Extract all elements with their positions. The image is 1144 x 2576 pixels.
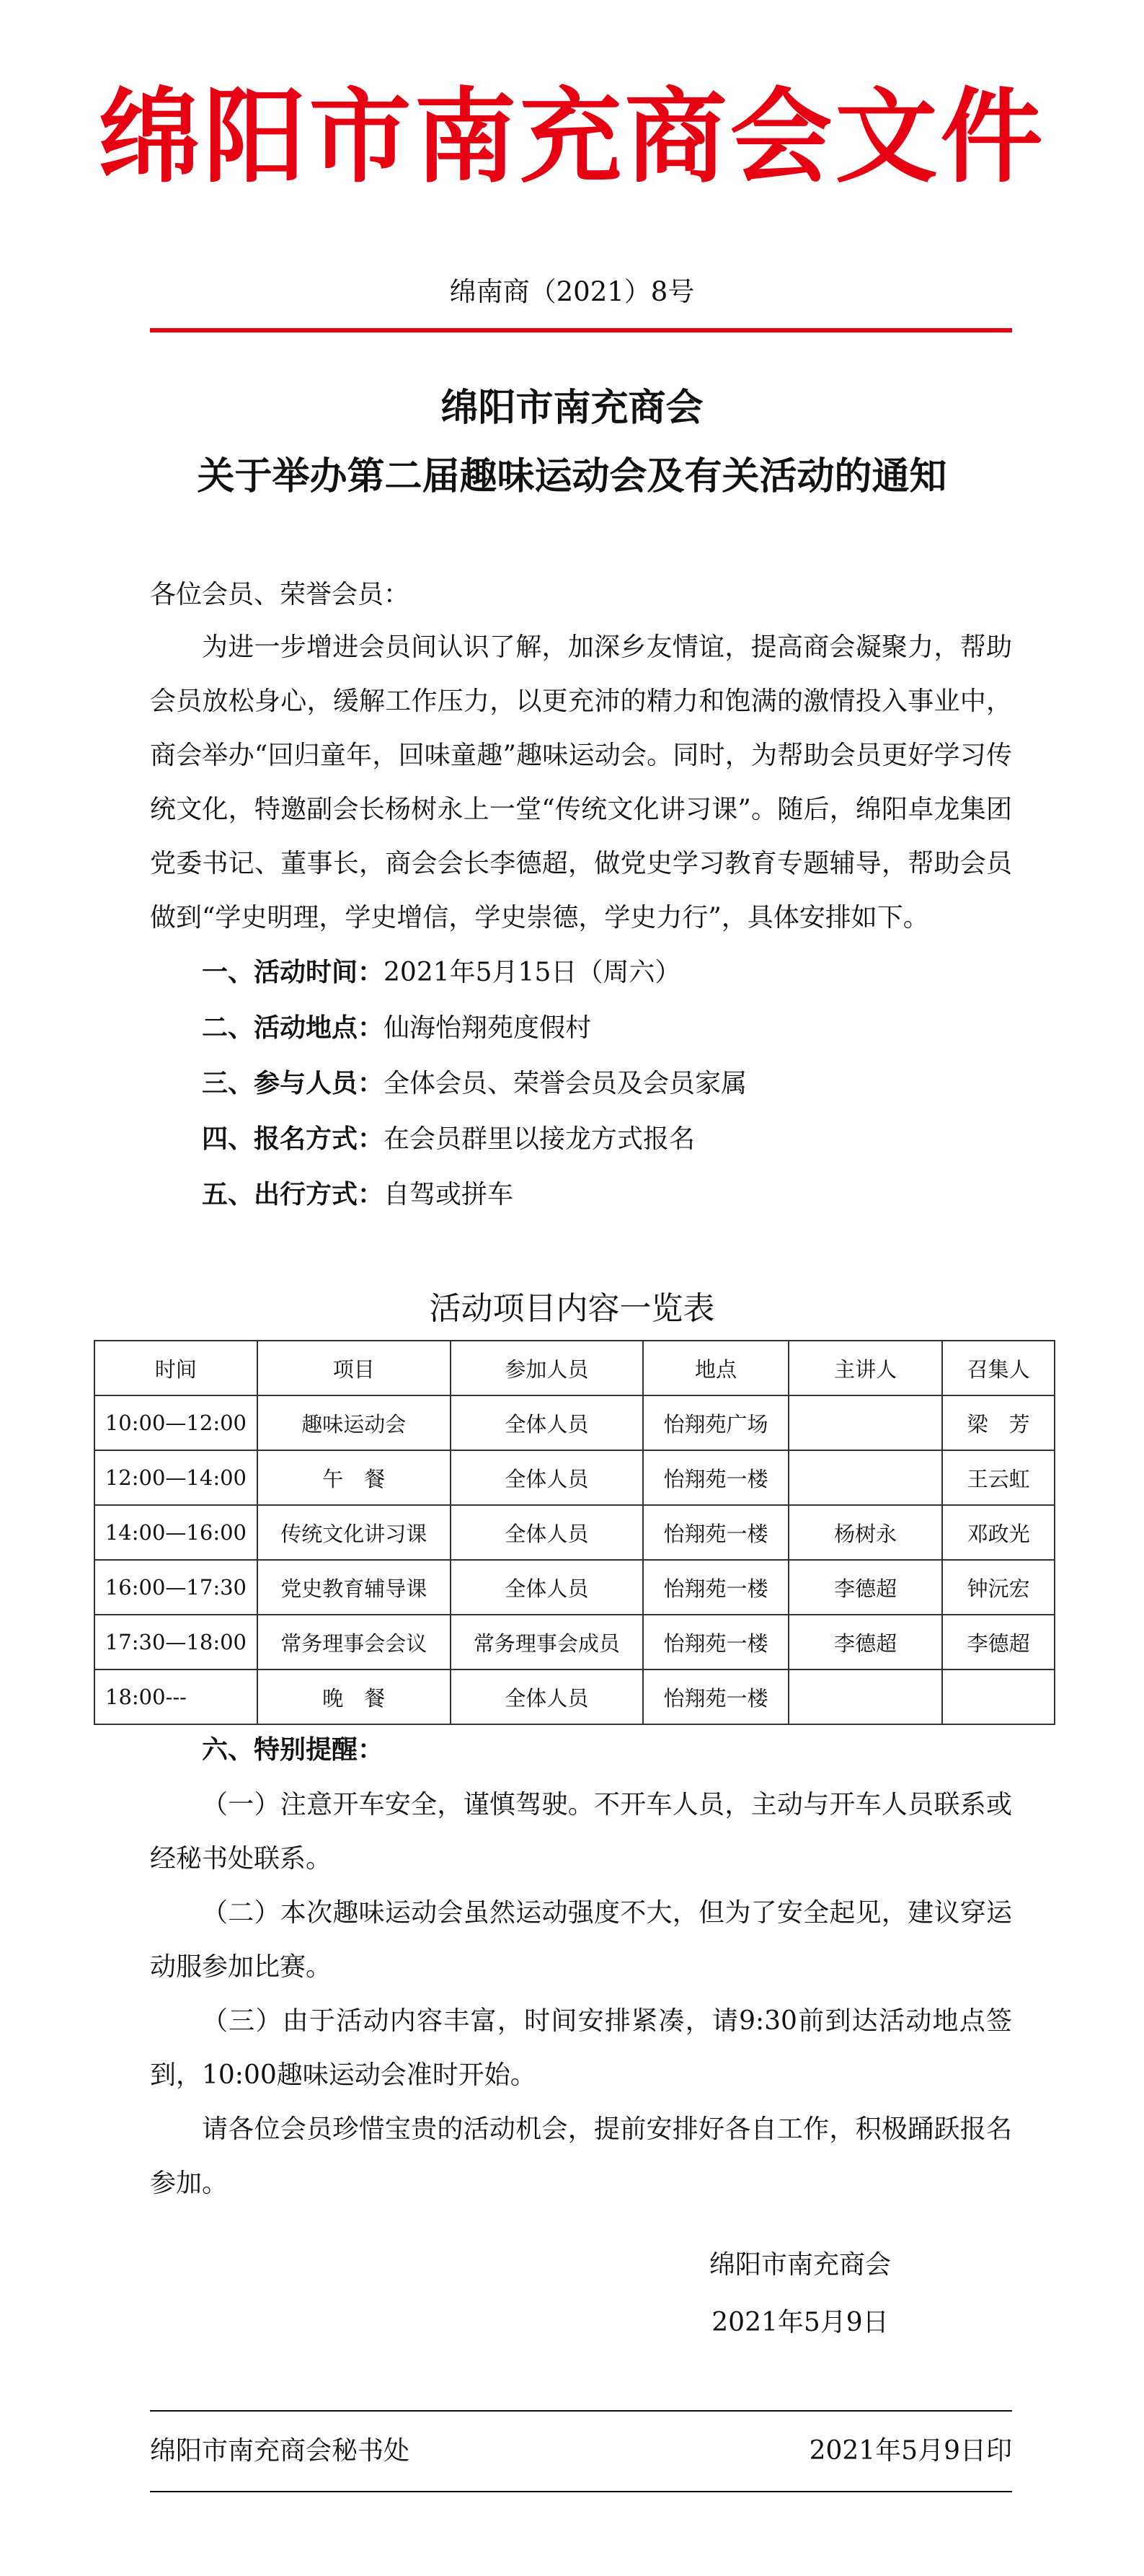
cell-item: 趣味运动会 <box>257 1395 451 1450</box>
cell-item: 午 餐 <box>257 1450 451 1505</box>
cell-location: 怡翔苑一楼 <box>643 1560 789 1615</box>
cell-convener: 钟沅宏 <box>942 1560 1055 1615</box>
reminders-heading <box>150 1722 1012 1778</box>
signature-date: 2021年5月9日 <box>711 2308 889 2337</box>
cell-time: 14:00—16:00 <box>94 1505 257 1560</box>
cell-location: 怡翔苑一楼 <box>643 1450 789 1505</box>
item-label: 三、参与人员： <box>202 1068 384 1098</box>
table-row <box>94 1615 1055 1669</box>
cell-participants: 常务理事会成员 <box>451 1615 644 1669</box>
item-activity-location <box>150 1000 1012 1056</box>
cell-speaker <box>789 1669 942 1724</box>
footer-bottom-rule <box>150 2491 1012 2492</box>
reminder-item: （二）本次趣味运动会虽然运动强度不大，但为了安全起见，建议穿运动服参加比赛。 <box>150 1898 1012 1982</box>
cell-convener: 梁 芳 <box>942 1395 1055 1450</box>
header-cell-time: 时间 <box>94 1341 257 1395</box>
table-row <box>94 1505 1055 1560</box>
reminders-heading-text: 六、特别提醒： <box>202 1734 384 1765</box>
salutation: 各位会员、荣誉会员： <box>150 580 410 609</box>
cell-item: 党史教育辅导课 <box>257 1560 451 1615</box>
item-label: 四、报名方式： <box>202 1124 384 1154</box>
cell-time: 18:00--- <box>94 1669 257 1724</box>
cell-time: 10:00—12:00 <box>94 1395 257 1450</box>
cell-participants: 全体人员 <box>451 1560 644 1615</box>
item-value: 仙海怡翔苑度假村 <box>383 1013 592 1043</box>
cell-convener: 王云虹 <box>942 1450 1055 1505</box>
document-number: 绵南商（2021）8号 <box>449 276 695 307</box>
cell-item: 常务理事会会议 <box>257 1615 451 1669</box>
footer-print-date: 2021年5月9日印 <box>809 2436 1012 2466</box>
item-activity-time <box>150 945 1012 1000</box>
closing-paragraph: 请各位会员珍惜宝贵的活动机会，提前安排好各自工作，积极踊跃报名参加。 <box>150 2114 1012 2198</box>
item-value: 在会员群里以接龙方式报名 <box>383 1124 696 1154</box>
table-row <box>94 1560 1055 1615</box>
item-value: 2021年5月15日（周六） <box>383 958 681 987</box>
reminder-item: （一）注意开车安全，谨慎驾驶。不开车人员，主动与开车人员联系或经秘书处联系。 <box>150 1790 1012 1874</box>
cell-participants: 全体人员 <box>451 1505 644 1560</box>
item-value: 全体会员、荣誉会员及会员家属 <box>383 1069 748 1098</box>
header-cell-item: 项目 <box>257 1341 451 1395</box>
header-cell-location: 地点 <box>643 1341 789 1395</box>
cell-time: 16:00—17:30 <box>94 1560 257 1615</box>
intro-paragraph: 为进一步增进会员间认识了解，加深乡友情谊，提高商会凝聚力，帮助会员放松身心，缓解工作压力，以更充沛的精力和饱满的激情投入事业中，商会举办“回归童年，回味童趣”趣味运动会。同时，为帮助会员更好学习传统文化，特邀副会长杨树永上一堂“传统文化讲习课”。随后，绵阳卓龙集团党委书记、董事长，商会会长李德超，做党史学习教育专题辅导，帮助会员做到“学史明理，学史增信，学史崇德，学史力行”，具体安排如下。 <box>150 632 1012 932</box>
header-cell-convener: 召集人 <box>942 1341 1055 1395</box>
cell-location: 怡翔苑一楼 <box>643 1505 789 1560</box>
cell-time: 17:30—18:00 <box>94 1615 257 1669</box>
schedule-table <box>94 1340 1055 1725</box>
header-cell-speaker: 主讲人 <box>789 1341 942 1395</box>
item-label: 二、活动地点： <box>202 1013 384 1043</box>
cell-item: 传统文化讲习课 <box>257 1505 451 1560</box>
cell-participants: 全体人员 <box>451 1669 644 1724</box>
cell-speaker <box>789 1450 942 1505</box>
item-value: 自驾或拼车 <box>383 1180 514 1209</box>
schedule-table-title: 活动项目内容一览表 <box>429 1290 715 1327</box>
cell-location: 怡翔苑一楼 <box>643 1615 789 1669</box>
cell-convener: 邓政光 <box>942 1505 1055 1560</box>
table-row <box>94 1669 1055 1724</box>
table-header-row <box>94 1341 1055 1395</box>
reminder-item: （三）由于活动内容丰富，时间安排紧凑，请9:30前到达活动地点签到，10:00趣味运动会准时开始。 <box>150 2006 1012 2090</box>
cell-convener <box>942 1669 1055 1724</box>
document-header-title: 绵阳市南充商会文件 <box>98 77 1046 197</box>
reminders-section <box>150 1722 1012 2210</box>
notice-title-line-1: 绵阳市南充商会 <box>440 386 704 430</box>
item-label: 五、出行方式： <box>202 1179 384 1209</box>
item-participants <box>150 1056 1012 1111</box>
cell-speaker: 杨树永 <box>789 1505 942 1560</box>
cell-speaker <box>789 1395 942 1450</box>
table-row <box>94 1450 1055 1505</box>
notice-body <box>150 570 1012 1222</box>
header-cell-participants: 参加人员 <box>451 1341 644 1395</box>
cell-speaker: 李德超 <box>789 1615 942 1669</box>
notice-title-line-2: 关于举办第二届趣味运动会及有关活动的通知 <box>197 454 947 498</box>
cell-location: 怡翔苑一楼 <box>643 1669 789 1724</box>
red-divider-line <box>150 328 1012 332</box>
table-row <box>94 1395 1055 1450</box>
cell-location: 怡翔苑广场 <box>643 1395 789 1450</box>
cell-item: 晚 餐 <box>257 1669 451 1724</box>
cell-participants: 全体人员 <box>451 1450 644 1505</box>
item-transport <box>150 1167 1012 1222</box>
cell-time: 12:00—14:00 <box>94 1450 257 1505</box>
footer-issuer: 绵阳市南充商会秘书处 <box>150 2436 410 2466</box>
cell-participants: 全体人员 <box>451 1395 644 1450</box>
cell-convener: 李德超 <box>942 1615 1055 1669</box>
signature-organization: 绵阳市南充商会 <box>709 2250 891 2280</box>
footer-top-rule <box>150 2410 1012 2412</box>
item-label: 一、活动时间： <box>202 957 384 987</box>
item-registration <box>150 1111 1012 1167</box>
cell-speaker: 李德超 <box>789 1560 942 1615</box>
